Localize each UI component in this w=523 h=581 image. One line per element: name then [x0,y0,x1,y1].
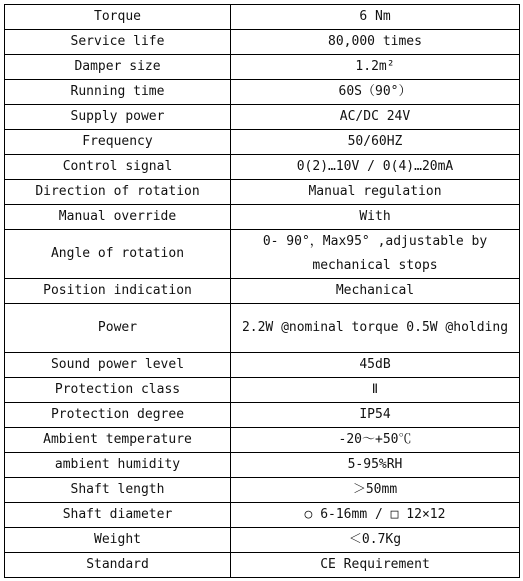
row-label: Manual override [5,205,231,230]
row-value: -20～+50℃ [231,428,520,453]
table-row-service-life [5,30,520,55]
row-label: Supply power [5,105,231,130]
row-value: 2.2W @nominal torque 0.5W @holding [231,304,520,353]
row-value: ○ 6-16mm / □ 12×12 [231,503,520,528]
table-row-standard [5,553,520,578]
row-label: Control signal [5,155,231,180]
table-row-sound-power-level [5,353,520,378]
table-row-protection-class [5,378,520,403]
row-value: 45dB [231,353,520,378]
spec-table-container [4,4,520,578]
row-label: Shaft diameter [5,503,231,528]
row-label: Sound power level [5,353,231,378]
row-value: 0(2)…10V / 0(4)…20mA [231,155,520,180]
table-row-torque [5,5,520,30]
row-label: Position indication [5,279,231,304]
table-row-frequency [5,130,520,155]
row-label: Weight [5,528,231,553]
table-row-power [5,304,520,353]
table-row-control-signal [5,155,520,180]
row-label: Shaft length [5,478,231,503]
row-label: Torque [5,5,231,30]
table-row-shaft-diameter [5,503,520,528]
row-value: 0- 90°，Max95° ,adjustable by mechanical stops [231,230,520,279]
row-value: 50/60HZ [231,130,520,155]
row-value: IP54 [231,403,520,428]
table-row-weight [5,528,520,553]
row-value: Mechanical [231,279,520,304]
row-value: 1.2m² [231,55,520,80]
table-row-ambient-humidity [5,453,520,478]
table-row-position-indication [5,279,520,304]
table-row-protection-degree [5,403,520,428]
row-value: CE Requirement [231,553,520,578]
table-row-ambient-temperature [5,428,520,453]
row-value: ＜0.7Kg [231,528,520,553]
row-label: Frequency [5,130,231,155]
row-label: Protection degree [5,403,231,428]
table-row-angle-of-rotation [5,230,520,279]
row-value: 80,000 times [231,30,520,55]
row-label: Standard [5,553,231,578]
row-label: Protection class [5,378,231,403]
row-label: Service life [5,30,231,55]
row-value: 6 Nm [231,5,520,30]
table-row-supply-power [5,105,520,130]
row-label: Damper size [5,55,231,80]
row-label: Angle of rotation [5,230,231,279]
row-label: Ambient temperature [5,428,231,453]
table-row-shaft-length [5,478,520,503]
row-value: With [231,205,520,230]
table-row-manual-override [5,205,520,230]
row-value: 5-95%RH [231,453,520,478]
row-value: AC/DC 24V [231,105,520,130]
table-row-running-time [5,80,520,105]
row-value: Manual regulation [231,180,520,205]
table-row-direction-of-rotation [5,180,520,205]
row-label: Running time [5,80,231,105]
row-value: ＞50mm [231,478,520,503]
row-value: 60S（90°） [231,80,520,105]
spec-table [4,4,520,578]
row-value: Ⅱ [231,378,520,403]
row-label: Direction of rotation [5,180,231,205]
table-row-damper-size [5,55,520,80]
row-label: ambient humidity [5,453,231,478]
row-label: Power [5,304,231,353]
